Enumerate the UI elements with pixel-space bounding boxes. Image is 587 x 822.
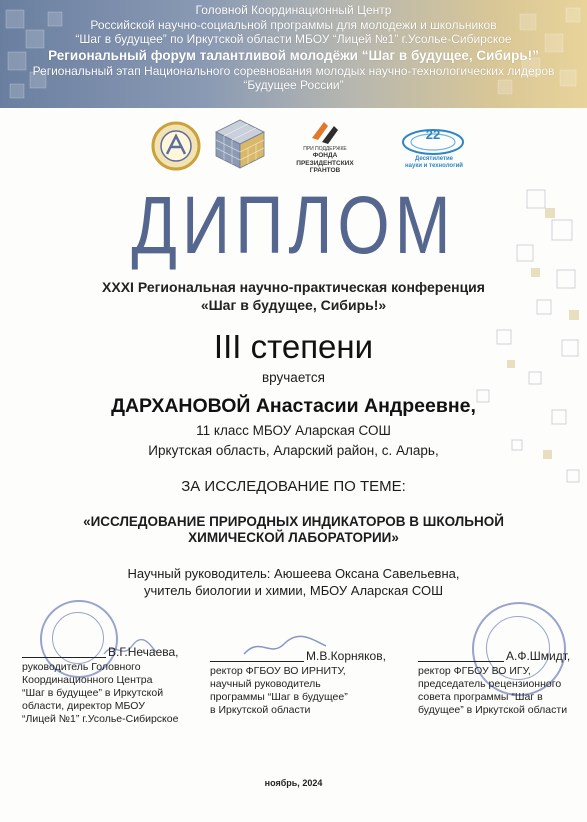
- signature-line-middle: [210, 661, 304, 662]
- signature-right-line-3: совета программы “Шаг в: [418, 691, 543, 703]
- signature-left-line-3: “Шаг в будущее” в Иркутской: [22, 687, 164, 699]
- signature-middle-line-1: ректор ФГБОУ ВО ИРНИТУ,: [210, 665, 346, 677]
- signature-left-line-2: Координационного Центра: [22, 674, 153, 686]
- header-line-1: Головной Координационный Центр: [195, 3, 392, 17]
- decade-text: [396, 156, 472, 170]
- supervisor-line-1: Научный руководитель: Аюшеева Оксана Савельевна,: [127, 566, 460, 581]
- recipient-school: 11 класс МБОУ Аларская СОШ: [196, 423, 391, 438]
- decade-number: 22: [425, 127, 441, 142]
- recipient-name: ДАРХАНОВОЙ Анастасии Андреевне,: [111, 395, 476, 417]
- signature-right-line-4: будущее” в Иркутской области: [418, 704, 568, 716]
- signature-line-right: [418, 661, 504, 662]
- research-title: [0, 514, 587, 546]
- topic-label: ЗА ИССЛЕДОВАНИЕ ПО ТЕМЕ:: [181, 478, 406, 495]
- signature-left-line-4: области, директор МБОУ: [22, 700, 145, 712]
- header-line-2: Российской научно-социальной программы для молодежи и школьников: [90, 17, 497, 32]
- supervisor: [0, 565, 587, 599]
- grants-line-2: ПРЕЗИДЕНТСКИХ: [296, 159, 354, 167]
- header-forum-line: Региональный форум талантливой молодёжи “Шаг в будущее, Сибирь!”: [48, 47, 539, 63]
- grants-support-label: ПРИ ПОДДЕРЖКЕ: [303, 146, 347, 152]
- grants-text: [286, 146, 364, 175]
- signature-right: [418, 648, 583, 728]
- decade-logo: [398, 124, 468, 156]
- research-title-line-2: ХИМИЧЕСКОЙ ЛАБОРАТОРИИ»: [188, 530, 399, 545]
- program-logo: [150, 120, 202, 172]
- signature-right-title: [418, 665, 567, 717]
- signature-line-left: [22, 657, 106, 658]
- cube-logo: [212, 116, 268, 172]
- signature-left-line-1: руководитель Головного: [22, 661, 141, 673]
- decade-line-1: Десятилетие: [414, 156, 454, 162]
- grants-line-1: ФОНДА: [312, 152, 338, 159]
- signature-middle-name: М.В.Корняков,: [306, 649, 386, 663]
- issue-date: ноябрь, 2024: [264, 778, 323, 788]
- conference-line-2: «Шаг в будущее, Сибирь!»: [200, 297, 387, 313]
- awarded-label: вручается: [262, 370, 325, 385]
- signature-middle-line-4: в Иркутской области: [210, 704, 311, 716]
- signature-middle-line-2: научный руководитель: [210, 678, 321, 690]
- header-line-6: “Будущее России”: [243, 78, 344, 92]
- degree-label: III степени: [213, 328, 374, 365]
- conference-title: [0, 278, 587, 314]
- header-line-5: Региональный этап Национального соревнования молодых научно-технологических лидеров: [32, 63, 555, 78]
- conference-line-1: XXXI Региональная научно-практическая конференция: [102, 279, 485, 295]
- signature-middle-title: [210, 665, 348, 717]
- research-title-line-1: «ИССЛЕДОВАНИЕ ПРИРОДНЫХ ИНДИКАТОРОВ В ШКОЛЬНОЙ: [83, 514, 504, 529]
- signature-left: [22, 644, 202, 734]
- decade-line-2: науки и технологий: [405, 163, 463, 169]
- signature-middle: [210, 648, 390, 728]
- signature-left-name: В.Г.Нечаева,: [108, 645, 179, 659]
- header-line-3: “Шаг в будущее” по Иркутской области МБОУ “Лицей №1” г.Усолье-Сибирское: [75, 32, 512, 46]
- signature-right-line-1: ректор ФГБОУ ВО ИГУ,: [418, 665, 531, 677]
- signature-right-name: А.Ф.Шмидт,: [506, 649, 571, 663]
- signature-right-line-2: председатель рецензионного: [418, 678, 562, 690]
- supervisor-line-2: учитель биологии и химии, МБОУ Аларская СОШ: [143, 583, 444, 598]
- recipient-location: Иркутская область, Аларский район, с. Аларь,: [148, 443, 439, 458]
- header-text: [0, 3, 587, 93]
- signature-left-line-5: “Лицей №1” г.Усолье-Сибирское: [22, 713, 179, 725]
- grants-logo: [308, 118, 342, 146]
- signature-left-title: [22, 661, 178, 726]
- diploma-title: ДИПЛОМ: [131, 180, 456, 271]
- grants-line-3: ГРАНТОВ: [309, 167, 341, 174]
- signature-middle-line-3: программы “Шаг в будущее”: [210, 691, 348, 703]
